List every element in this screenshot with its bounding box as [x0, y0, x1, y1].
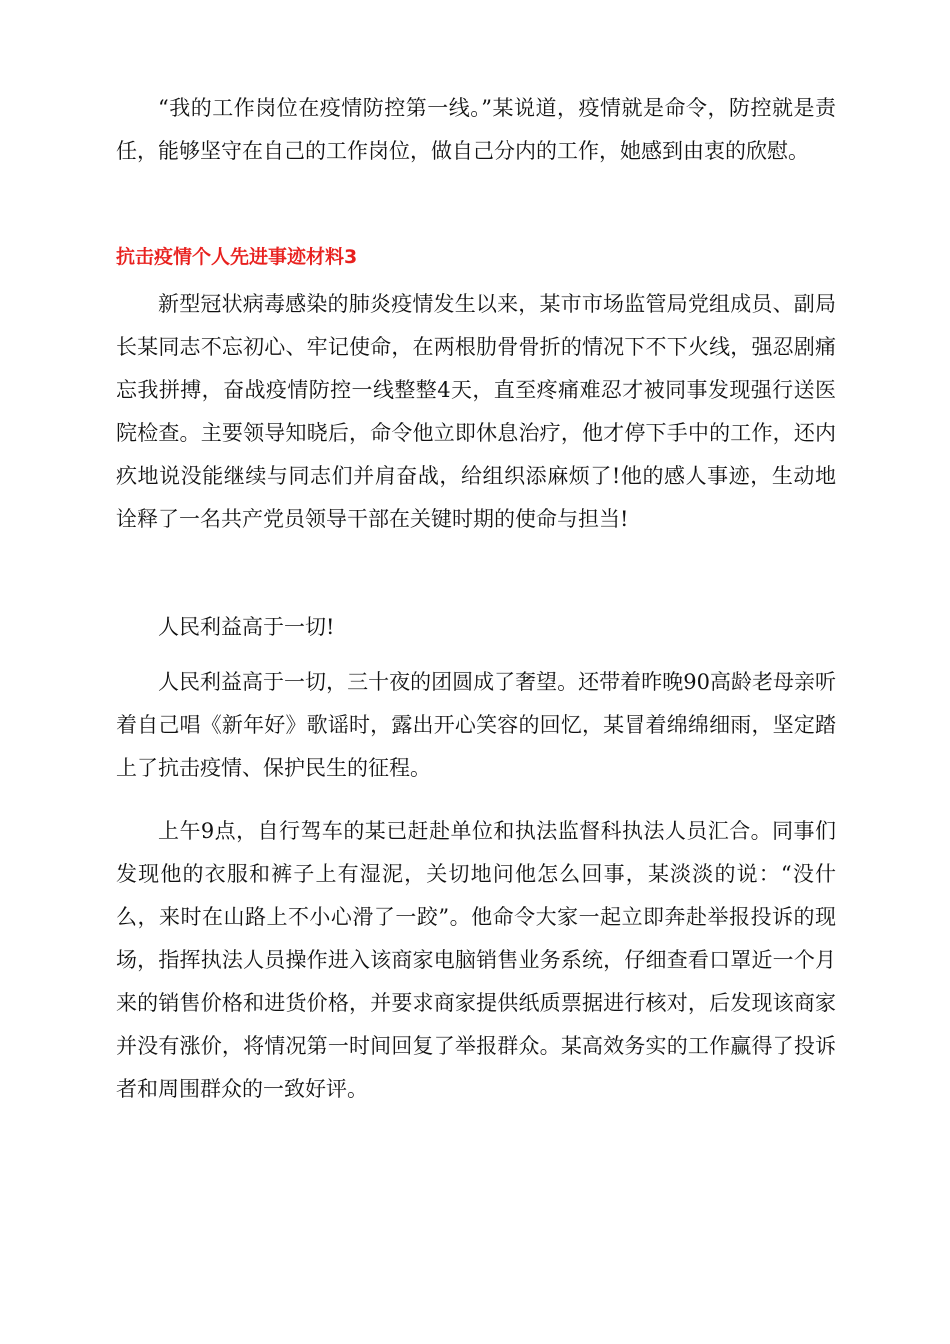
paragraph-deputy-director: 新型冠状病毒感染的肺炎疫情发生以来，某市市场监管局党组成员、副局长某同志不忘初心、牢记使命，在两根肋骨骨折的情况下不下火线，强忍剧痛忘我拼搏，奋战疫情防控一线整整4天，直至疼痛难忍才被同事发现强行送医院检查。主要领导知晓后，命令他立即休息治疗，他才停下手中的工作，还内疚地说没能继续与同志们并肩奋战，给组织添麻烦了!他的感人事迹，生动地诠释了一名共产党员领导干部在关键时期的使命与担当! [116, 292, 836, 531]
section-heading: 抗击疫情个人先进事迹材料3 [116, 246, 358, 268]
paragraph-new-year-eve: 人民利益高于一切，三十夜的团圆成了奢望。还带着昨晚90高龄老母亲听着自己唱《新年好》歌谣时，露出开心笑容的回忆，某冒着绵绵细雨，坚定踏上了抗击疫情、保护民生的征程。 [116, 670, 836, 780]
paragraph-people-interest: 人民利益高于一切! [158, 615, 335, 639]
paragraph-morning-inspection: 上午9点，自行驾车的某已赶赴单位和执法监督科执法人员汇合。同事们发现他的衣服和裤子上有湿泥，关切地问他怎么回事，某淡淡的说：“没什么，来时在山路上不小心滑了一跤”。他命令大家一起立即奔赴举报投诉的现场，指挥执法人员操作进入该商家电脑销售业务系统，仔细查看口罩近一个月来的销售价格和进货价格，并要求商家提供纸质票据进行核对，后发现该商家并没有涨价，将情况第一时间回复了举报群众。某高效务实的工作赢得了投诉者和周围群众的一致好评。 [116, 819, 836, 1101]
paragraph-work-post: “我的工作岗位在疫情防控第一线。”某说道，疫情就是命令，防控就是责任，能够坚守在自己的工作岗位，做自己分内的工作，她感到由衷的欣慰。 [116, 96, 836, 163]
